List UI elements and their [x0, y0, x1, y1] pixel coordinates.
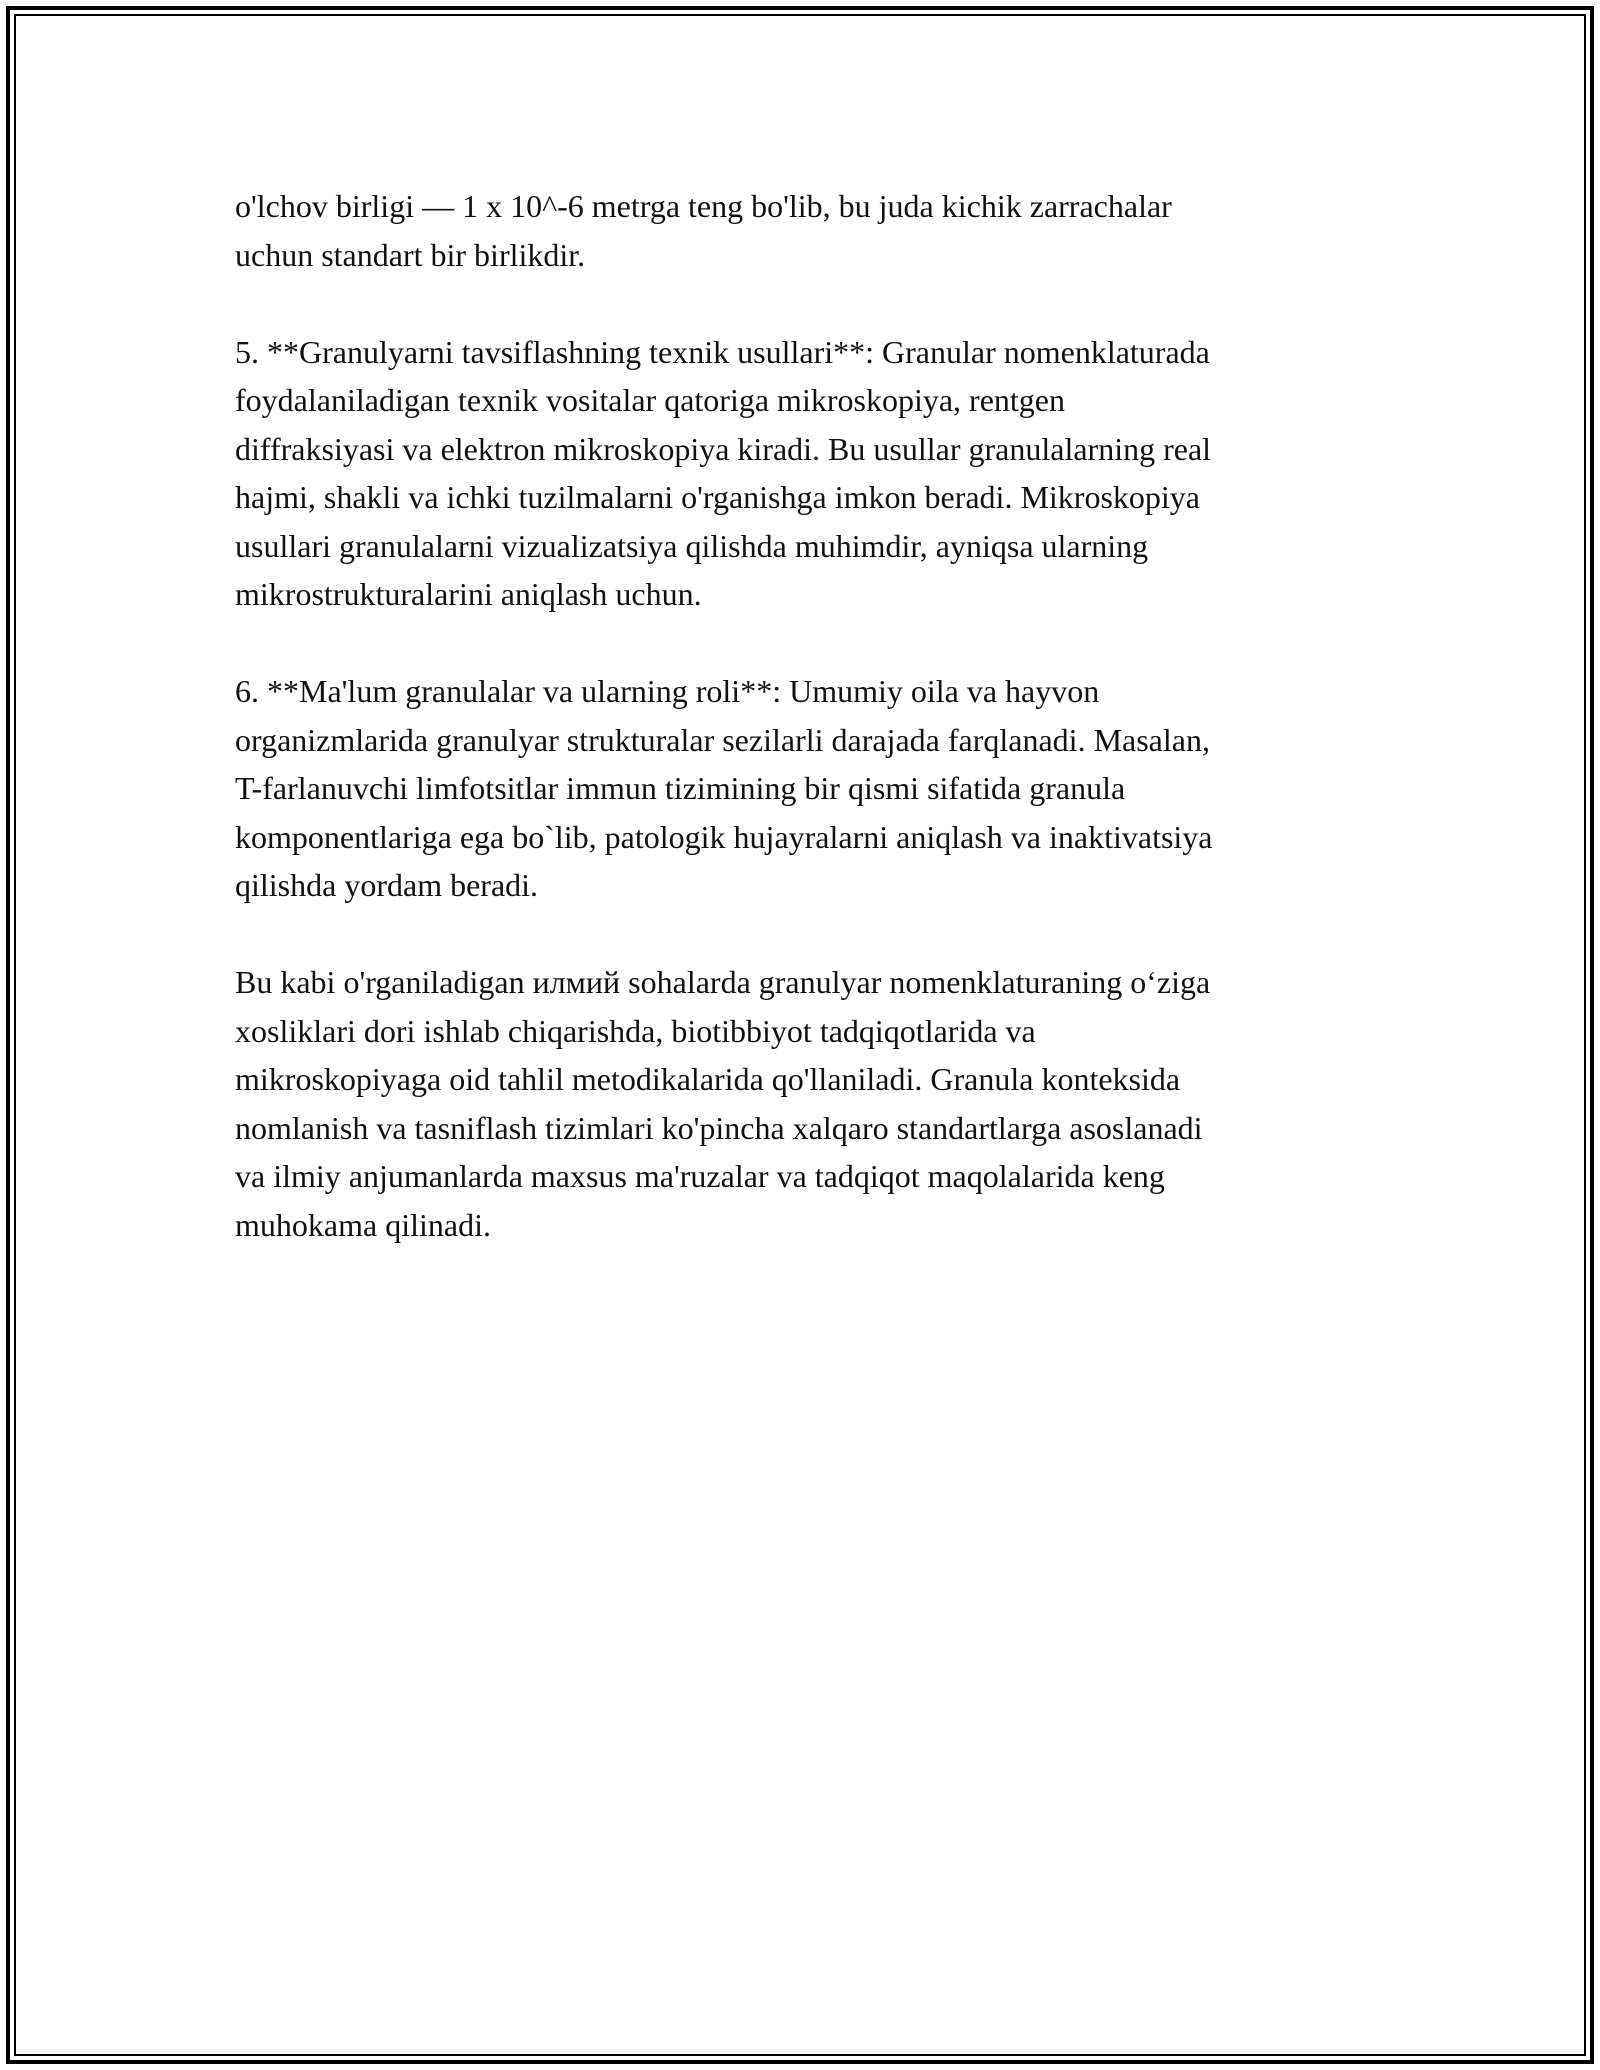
paragraph-known-granules: 6. **Ma'lum granulalar va ularning roli**: Umumiy oila va hayvon organizmlarida granulyar strukturalar sezilarli darajada farqlanadi. Masalan, T-farlanuvchi limfotsitlar immun tizimining bir qismi sifatida granula komponentlariga ega bo`lib, patologik hujayralarni aniqlash va inaktivatsiya qilishda yordam beradi.	[235, 673, 1213, 903]
document-body	[235, 182, 1365, 1298]
paragraph-unit-definition: o'lchov birligi — 1 x 10^-6 metrga teng bo'lib, bu juda kichik zarrachalar uchun standart bir birlikdir.	[235, 188, 1172, 273]
paragraph-conclusion: Bu kabi o'rganiladigan илмий sohalarda granulyar nomenklaturaning o‘ziga xosliklari dori ishlab chiqarishda, biotibbiyot tadqiqotlarida va mikroskopiyaga oid tahlil metodikalarida qo'llaniladi. Granula konteksida nomlanish va tasniflash tizimlari ko'pincha xalqaro standartlarga asoslanadi va ilmiy anjumanlarda maxsus ma'ruzalar va tadqiqot maqolalarida keng muhokama qilinadi.	[235, 964, 1211, 1243]
paragraph-technical-methods: 5. **Granulyarni tavsiflashning texnik usullari**: Granular nomenklaturada foydalaniladigan texnik vositalar qatoriga mikroskopiya, rentgen diffraksiyasi va elektron mikroskopiya kiradi. Bu usullar granulalarning real hajmi, shakli va ichki tuzilmalarni o'rganishga imkon beradi. Mikroskopiya usullari granulalarni vizualizatsiya qilishda muhimdir, ayniqsa ularning mikrostrukturalarini aniqlash uchun.	[235, 333, 1212, 612]
